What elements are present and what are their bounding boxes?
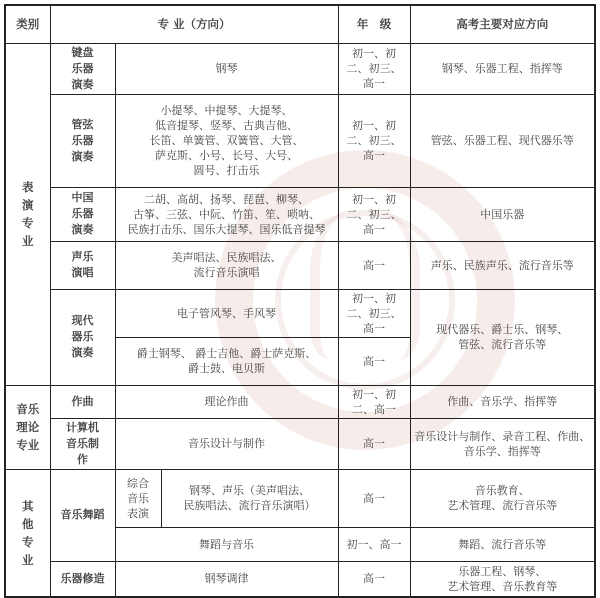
- major-cell: 钢琴调律: [115, 561, 338, 597]
- table-row: [5, 94, 595, 187]
- grade-cell: 高一: [338, 241, 410, 289]
- major-line: 长笛、单簧管、双簧管、大管、: [149, 134, 304, 147]
- grade-cell: 初一、初二、初三、高一: [338, 187, 410, 241]
- header-grade: 年 级: [338, 5, 410, 43]
- sub-label: 管弦乐器演奏: [71, 117, 94, 163]
- table-row: [5, 187, 595, 241]
- direction-cell: [410, 561, 595, 597]
- grade-cell: 初一、初二、初三、高一: [338, 289, 410, 337]
- category-label: 音乐理论专业: [16, 402, 40, 452]
- inner-label-cell: [115, 469, 161, 527]
- major-line: 民族唱法、流行音乐演唱）: [183, 499, 316, 512]
- major-cell: 舞蹈与音乐: [115, 527, 338, 561]
- major-cell: [115, 337, 338, 385]
- direction-cell: 钢琴、乐器工程、指挥等: [410, 43, 595, 94]
- grade-cell: 高一: [338, 337, 410, 385]
- direction-cell: 声乐、民族声乐、流行音乐等: [410, 241, 595, 289]
- header-category: 类别: [5, 5, 50, 43]
- major-cell: 钢琴: [115, 43, 338, 94]
- major-cell: [161, 469, 338, 527]
- sub-label: 键盘乐器演奏: [71, 45, 94, 91]
- major-line: 古筝、三弦、中阮、竹笛、笙、唢呐、: [133, 207, 320, 221]
- table-row: [5, 241, 595, 289]
- major-line: 低音提琴、竖琴、古典吉他、: [155, 119, 298, 132]
- major-line: 民族打击乐、国乐大提琴、国乐低音提琴: [127, 222, 326, 236]
- direction-cell: [410, 469, 595, 527]
- category-music-theory: [5, 385, 50, 469]
- major-cell: [115, 94, 338, 187]
- grade-cell: 初一、高一: [338, 527, 410, 561]
- sub-label: 现代器乐演奏: [71, 314, 94, 359]
- sub-keyboard: [50, 43, 115, 94]
- direction-cell: [410, 289, 595, 385]
- direction-line: 管弦、流行音乐等: [458, 338, 547, 351]
- major-line: 流行音乐演唱: [193, 266, 260, 279]
- direction-cell: 作曲、音乐学、指挥等: [410, 385, 595, 418]
- category-label: 表演专业: [22, 180, 34, 248]
- majors-table: [4, 4, 596, 598]
- direction-line: 乐器工程、钢琴、: [458, 564, 547, 578]
- sub-instrument-repair: 乐器修造: [50, 561, 115, 597]
- sub-vocal: [50, 241, 115, 289]
- header-row: [5, 5, 595, 43]
- header-major: 专 业（方向）: [50, 5, 338, 43]
- grade-cell: 初一、初二、高一: [338, 385, 410, 418]
- direction-cell: 管弦、乐器工程、现代器乐等: [410, 94, 595, 187]
- table-row: [5, 418, 595, 469]
- sub-composition: 作曲: [50, 385, 115, 418]
- direction-cell: 中国乐器: [410, 187, 595, 241]
- major-cell: 电子管风琴、手风琴: [115, 289, 338, 337]
- table-row: [5, 469, 595, 527]
- table-row: [5, 385, 595, 418]
- grade-cell: 高一: [338, 418, 410, 469]
- sub-orchestral: [50, 94, 115, 187]
- table-row: [5, 561, 595, 597]
- category-other: [5, 469, 50, 597]
- category-label: 其他专业: [22, 498, 34, 567]
- major-cell: [115, 187, 338, 241]
- grade-cell: 高一: [338, 469, 410, 527]
- direction-line: 艺术管理、流行音乐等: [447, 499, 558, 512]
- table-row: [5, 43, 595, 94]
- direction-cell: 舞蹈、流行音乐等: [410, 527, 595, 561]
- major-cell: 音乐设计与制作: [115, 418, 338, 469]
- sub-chinese-instruments: [50, 187, 115, 241]
- grade-cell: 高一: [338, 561, 410, 597]
- direction-line: 音乐学、指挥等: [463, 444, 541, 458]
- grade-cell: 初一、初二、初三、高一: [338, 43, 410, 94]
- table-row: [5, 289, 595, 337]
- direction-line: 现代器乐、爵士乐、钢琴、: [436, 323, 569, 336]
- direction-line: 音乐设计与制作、录音工程、作曲、: [414, 429, 591, 443]
- major-line: 爵士钢琴、 爵士吉他、爵士萨克斯、: [136, 347, 317, 360]
- direction-cell: [410, 418, 595, 469]
- major-line: 爵士鼓、电贝斯: [188, 362, 265, 375]
- sub-modern-instruments: [50, 289, 115, 385]
- sub-label: 中国乐器演奏: [71, 191, 94, 236]
- major-line: 小提琴、中提琴、大提琴、: [160, 104, 293, 117]
- major-cell: [115, 241, 338, 289]
- direction-line: 艺术管理、音乐教育等: [447, 579, 558, 593]
- major-line: 二胡、高胡、扬琴、琵琶、柳琴、: [144, 192, 309, 206]
- header-direction: 高考主要对应方向: [410, 5, 595, 43]
- inner-label: 综合音乐表演: [127, 476, 149, 520]
- major-line: 美声唱法、民族唱法、: [171, 251, 282, 264]
- sub-label: 声乐演唱: [71, 250, 94, 279]
- major-line: 萨克斯、小号、长号、大号、: [155, 149, 298, 162]
- sub-label: 计算机音乐制作: [66, 420, 99, 466]
- grade-cell: 初一、初二、初三、高一: [338, 94, 410, 187]
- sub-music-dance: 音乐舞蹈: [50, 469, 115, 561]
- category-performance: [5, 43, 50, 385]
- sub-computer-music: [50, 418, 115, 469]
- major-line: 圆号、打击乐: [193, 164, 260, 177]
- major-line: 钢琴、声乐（美声唱法、: [189, 484, 310, 497]
- major-cell: 理论作曲: [115, 385, 338, 418]
- direction-line: 音乐教育、: [474, 484, 530, 497]
